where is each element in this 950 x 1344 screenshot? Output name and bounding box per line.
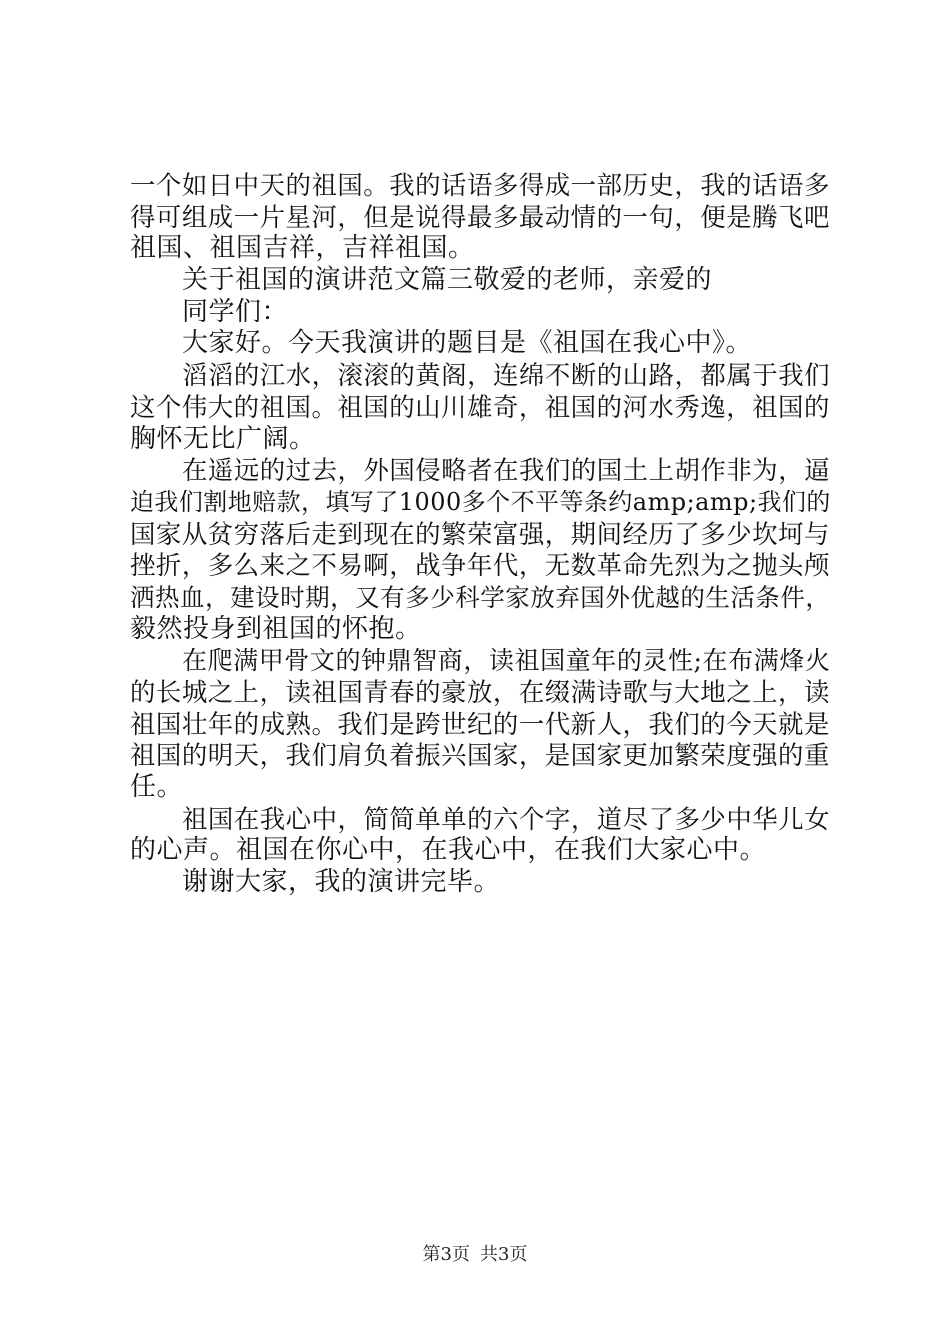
text-line: 洒热血，建设时期，又有多少科学家放弃国外优越的生活条件，	[130, 582, 831, 612]
page-total: 共3页	[480, 1244, 528, 1265]
text-line: 毅然投身到祖国的怀抱。	[130, 613, 422, 644]
text-line: 大家好。今天我演讲的题目是《祖国在我心中》。	[182, 328, 753, 359]
text-line: 在遥远的过去，外国侵略者在我们的国土上胡作非为，逼	[182, 455, 831, 486]
text-line: 在爬满甲骨文的钟鼎智商，读祖国童年的灵性;在布满烽火	[182, 646, 831, 676]
text-line: 滔滔的江水，滚滚的黄阁，连绵不断的山路，都属于我们	[182, 360, 831, 391]
text-line: 国家从贫穷落后走到现在的繁荣富强，期间经历了多少坎坷与	[130, 518, 830, 549]
text-line: 同学们：	[182, 296, 289, 327]
document-body	[130, 170, 830, 899]
page-footer	[0, 1243, 950, 1267]
text-line: 这个伟大的祖国。祖国的山川雄奇，祖国的河水秀逸，祖国的	[130, 391, 830, 422]
text-line: 得可组成一片星河，但是说得最多最动情的一句，便是腾飞吧	[130, 201, 830, 232]
page-number: 第3页	[422, 1244, 470, 1265]
text-line: 祖国、祖国吉祥，吉祥祖国。	[130, 233, 475, 264]
text-line: 迫我们割地赔款，填写了1000多个不平等条约amp;amp;我们的	[130, 487, 831, 516]
text-line: 谢谢大家，我的演讲完毕。	[182, 867, 501, 898]
text-line: 祖国壮年的成熟。我们是跨世纪的一代新人，我们的今天就是	[130, 708, 830, 739]
text-line: 关于祖国的演讲范文篇三敬爱的老师，亲爱的	[182, 265, 713, 296]
text-line: 的心声。祖国在你心中，在我心中，在我们大家心中。	[130, 835, 767, 866]
text-line: 祖国的明天，我们肩负着振兴国家，是国家更加繁荣度强的重	[130, 740, 830, 771]
text-line: 祖国在我心中，简简单单的六个字，道尽了多少中华儿女	[182, 803, 831, 834]
text-line: 的长城之上，读祖国青春的豪放，在缀满诗歌与大地之上，读	[130, 677, 830, 707]
text-line: 胸怀无比广阔。	[130, 423, 316, 454]
text-line: 一个如日中天的祖国。我的话语多得成一部历史，我的话语多	[130, 170, 830, 200]
text-line: 任。	[130, 772, 184, 803]
text-line: 挫折，多么来之不易啊，战争年代，无数革命先烈为之抛头颅	[130, 550, 830, 581]
